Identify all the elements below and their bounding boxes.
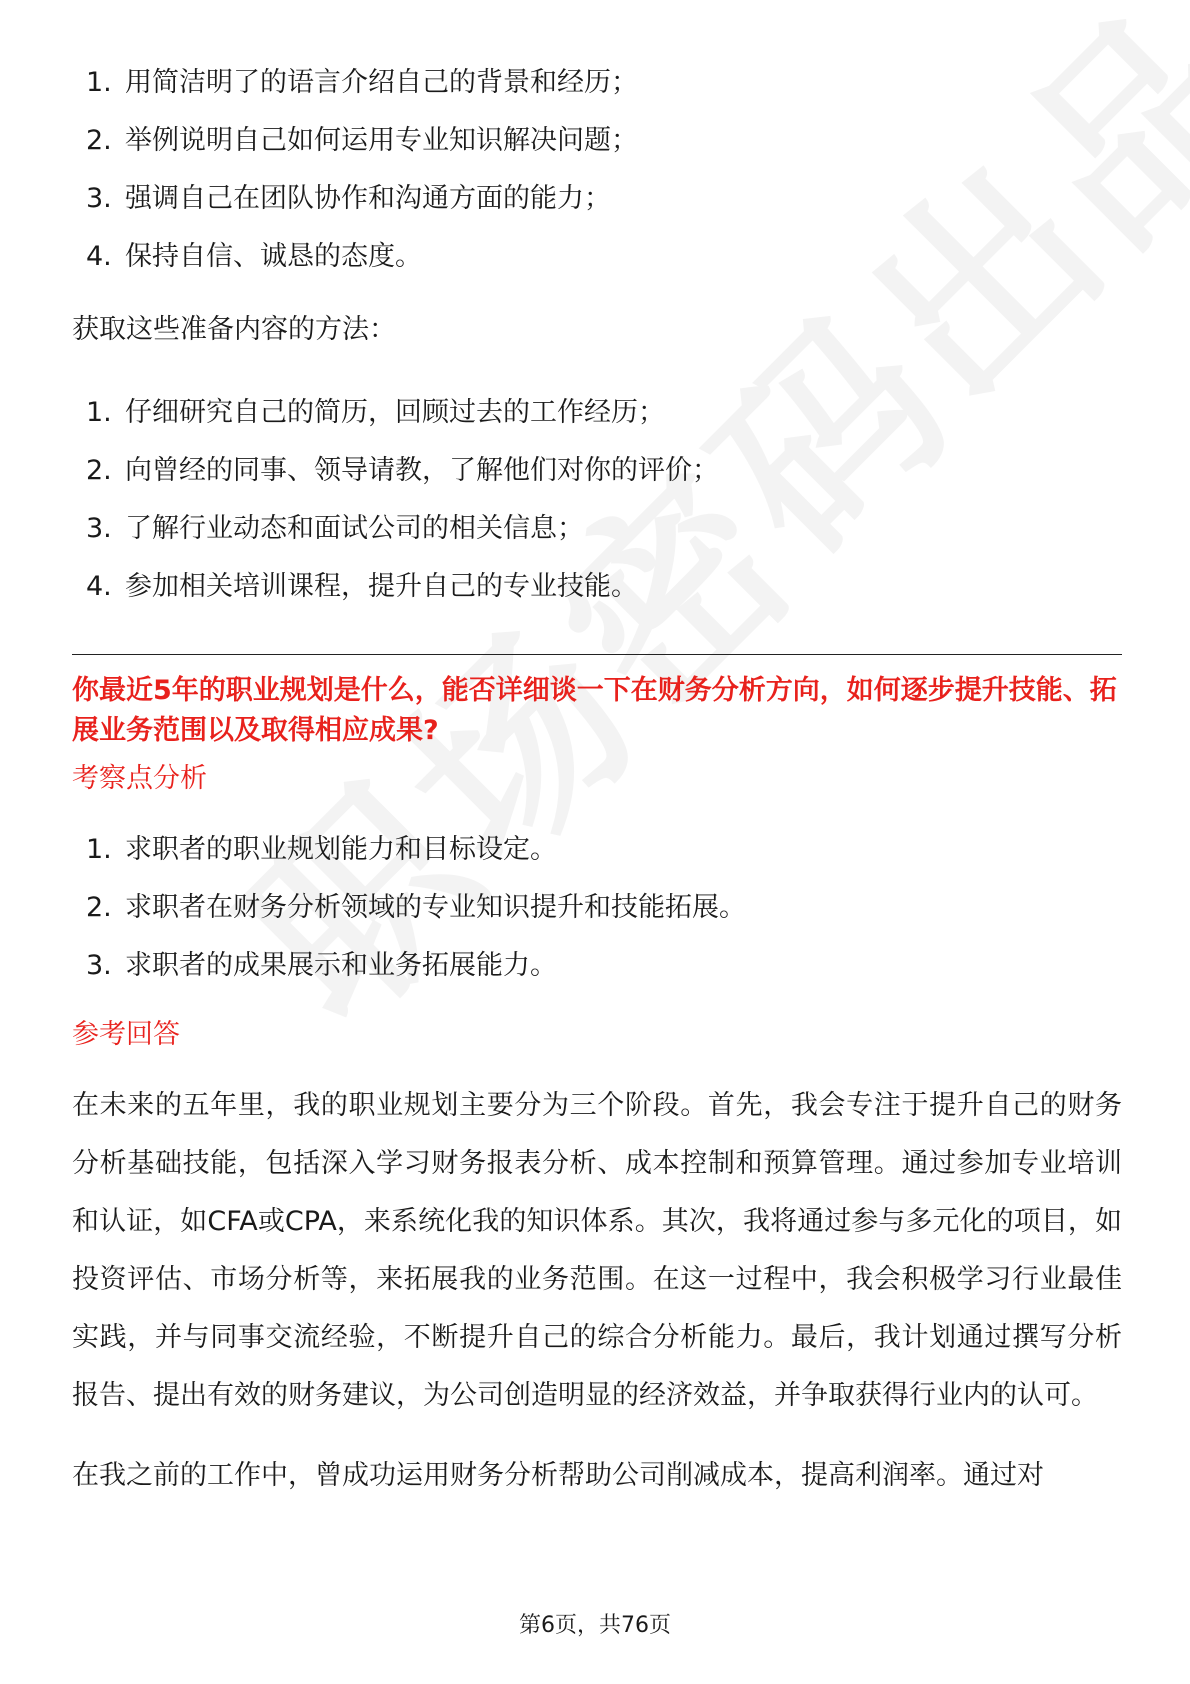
list-number: 2. — [86, 125, 112, 156]
list-text: 求职者的职业规划能力和目标设定。 — [125, 834, 557, 865]
list-number: 1. — [86, 397, 112, 428]
list-item — [72, 821, 1122, 879]
analysis-heading: 考察点分析 — [72, 763, 207, 794]
list-text: 参加相关培训课程，提升自己的专业技能。 — [125, 571, 638, 602]
list-text: 保持自信、诚恳的态度。 — [125, 241, 422, 272]
page-content — [72, 54, 1122, 1505]
list-number: 2. — [86, 455, 112, 486]
list-item — [72, 54, 1122, 112]
list-item — [72, 558, 1122, 616]
answer-paragraph: 在我之前的工作中，曾成功运用财务分析帮助公司削减成本，提高利润率。通过对 — [72, 1460, 1044, 1491]
answer-paragraph: 在未来的五年里，我的职业规划主要分为三个阶段。首先，我会专注于提升自己的财务分析基础技能，包括深入学习财务报表分析、成本控制和预算管理。通过参加专业培训和认证，如CFA或CPA，来系统化我的知识体系。其次，我将通过参与多元化的项目，如投资评估、市场分析等，来拓展我的业务范围。在这一过程中，我会积极学习行业最佳实践，并与同事交流经验，不断提升自己的综合分析能力。最后，我计划通过撰写分析报告、提出有效的财务建议，为公司创造明显的经济效益，并争取获得行业内的认可。 — [72, 1090, 1122, 1411]
answer-heading: 参考回答 — [72, 1019, 180, 1050]
list-text: 仔细研究自己的简历，回顾过去的工作经历； — [125, 397, 665, 428]
analysis-list — [72, 821, 1122, 995]
list-item — [72, 170, 1122, 228]
interview-question: 你最近5年的职业规划是什么，能否详细谈一下在财务分析方向，如何逐步提升技能、拓展业务范围以及取得相应成果? — [72, 675, 1117, 746]
list-item — [72, 228, 1122, 286]
list-number: 1. — [86, 834, 112, 865]
methods-list — [72, 384, 1122, 616]
list-number: 1. — [86, 67, 112, 98]
list-number: 3. — [86, 513, 112, 544]
list-text: 了解行业动态和面试公司的相关信息； — [125, 513, 584, 544]
list-item — [72, 500, 1122, 558]
list-item — [72, 879, 1122, 937]
list-number: 3. — [86, 950, 112, 981]
list-item — [72, 112, 1122, 170]
section-divider — [72, 654, 1122, 655]
list-item — [72, 442, 1122, 500]
list-number: 2. — [86, 892, 112, 923]
list-text: 求职者在财务分析领域的专业知识提升和技能拓展。 — [125, 892, 746, 923]
prep-list — [72, 54, 1122, 286]
list-text: 求职者的成果展示和业务拓展能力。 — [125, 950, 557, 981]
list-number: 3. — [86, 183, 112, 214]
list-item — [72, 384, 1122, 442]
list-number: 4. — [86, 241, 112, 272]
page-number: 第6页，共76页 — [519, 1613, 671, 1638]
list-number: 4. — [86, 571, 112, 602]
list-item — [72, 937, 1122, 995]
list-text: 强调自己在团队协作和沟通方面的能力； — [125, 183, 611, 214]
list-text: 向曾经的同事、领导请教，了解他们对你的评价； — [125, 455, 719, 486]
list-text: 举例说明自己如何运用专业知识解决问题； — [125, 125, 638, 156]
methods-label: 获取这些准备内容的方法： — [72, 314, 396, 345]
list-text: 用简洁明了的语言介绍自己的背景和经历； — [125, 67, 638, 98]
